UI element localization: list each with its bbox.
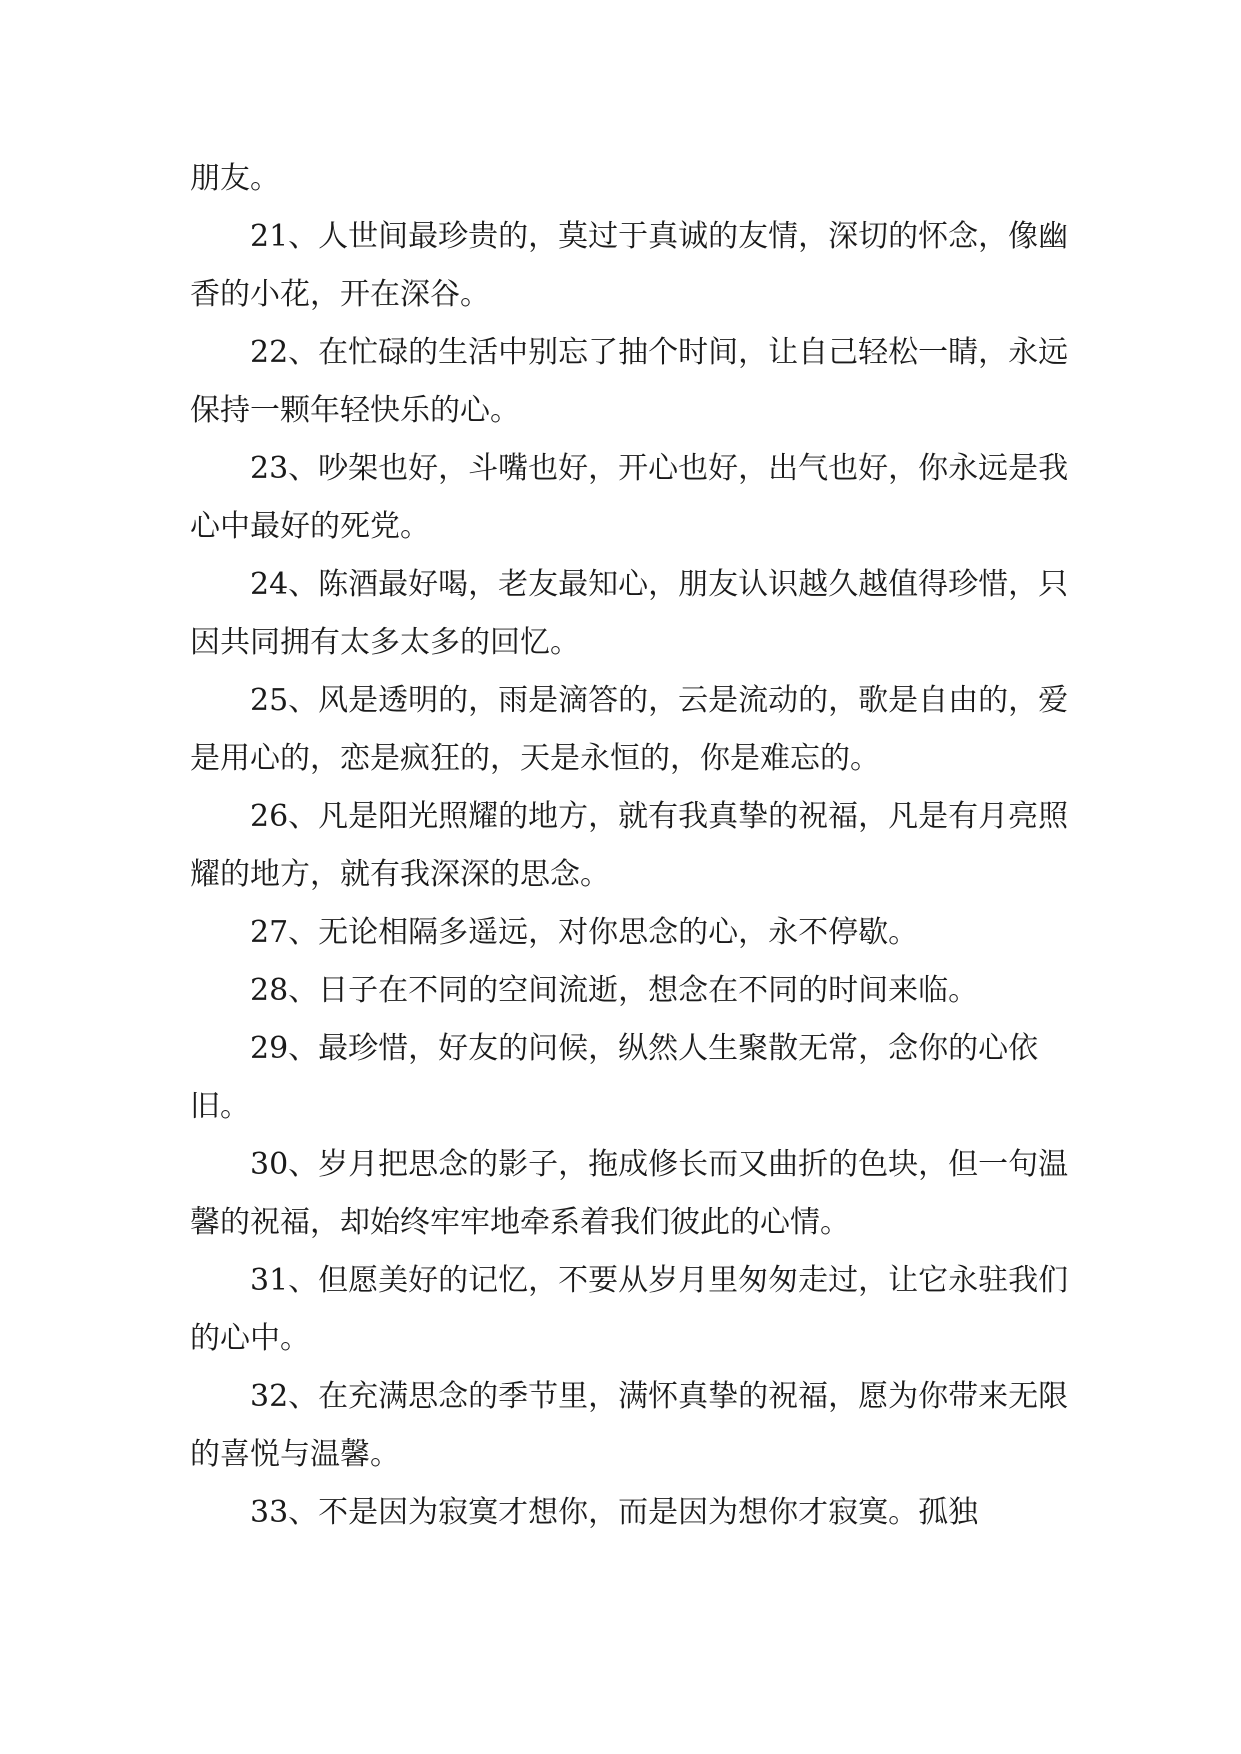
paragraph-continuation: 朋友。 — [190, 161, 280, 196]
paragraph-22: 22、在忙碌的生活中别忘了抽个时间，让自己轻松一睛，永远保持一颗年轻快乐的心。 — [190, 335, 1069, 428]
paragraph-28: 28、日子在不同的空间流逝，想念在不同的时间来临。 — [250, 973, 979, 1008]
paragraph-30: 30、岁月把思念的影子，拖成修长而又曲折的色块，但一句温馨的祝福，却始终牢牢地牵系着我们彼此的心情。 — [190, 1147, 1069, 1240]
paragraph-32: 32、在充满思念的季节里，满怀真挚的祝福，愿为你带来无限的喜悦与温馨。 — [190, 1379, 1069, 1472]
paragraph-21: 21、人世间最珍贵的，莫过于真诚的友情，深切的怀念，像幽香的小花，开在深谷。 — [190, 219, 1069, 312]
paragraph-27: 27、无论相隔多遥远，对你思念的心，永不停歇。 — [250, 915, 919, 950]
paragraph-25: 25、风是透明的，雨是滴答的，云是流动的，歌是自由的，爱是用心的，恋是疯狂的，天是永恒的，你是难忘的。 — [190, 683, 1069, 776]
paragraph-29: 29、最珍惜，好友的问候，纵然人生聚散无常，念你的心依旧。 — [190, 1031, 1039, 1124]
paragraph-31: 31、但愿美好的记忆，不要从岁月里匆匆走过，让它永驻我们的心中。 — [190, 1263, 1069, 1356]
paragraph-24: 24、陈酒最好喝，老友最知心，朋友认识越久越值得珍惜，只因共同拥有太多太多的回忆。 — [190, 567, 1069, 660]
paragraph-26: 26、凡是阳光照耀的地方，就有我真挚的祝福，凡是有月亮照耀的地方，就有我深深的思念。 — [190, 799, 1069, 892]
document-body — [190, 150, 1070, 1542]
paragraph-23: 23、吵架也好，斗嘴也好，开心也好，出气也好，你永远是我心中最好的死党。 — [190, 451, 1069, 544]
paragraph-33: 33、不是因为寂寞才想你，而是因为想你才寂寞。孤独 — [250, 1495, 979, 1530]
